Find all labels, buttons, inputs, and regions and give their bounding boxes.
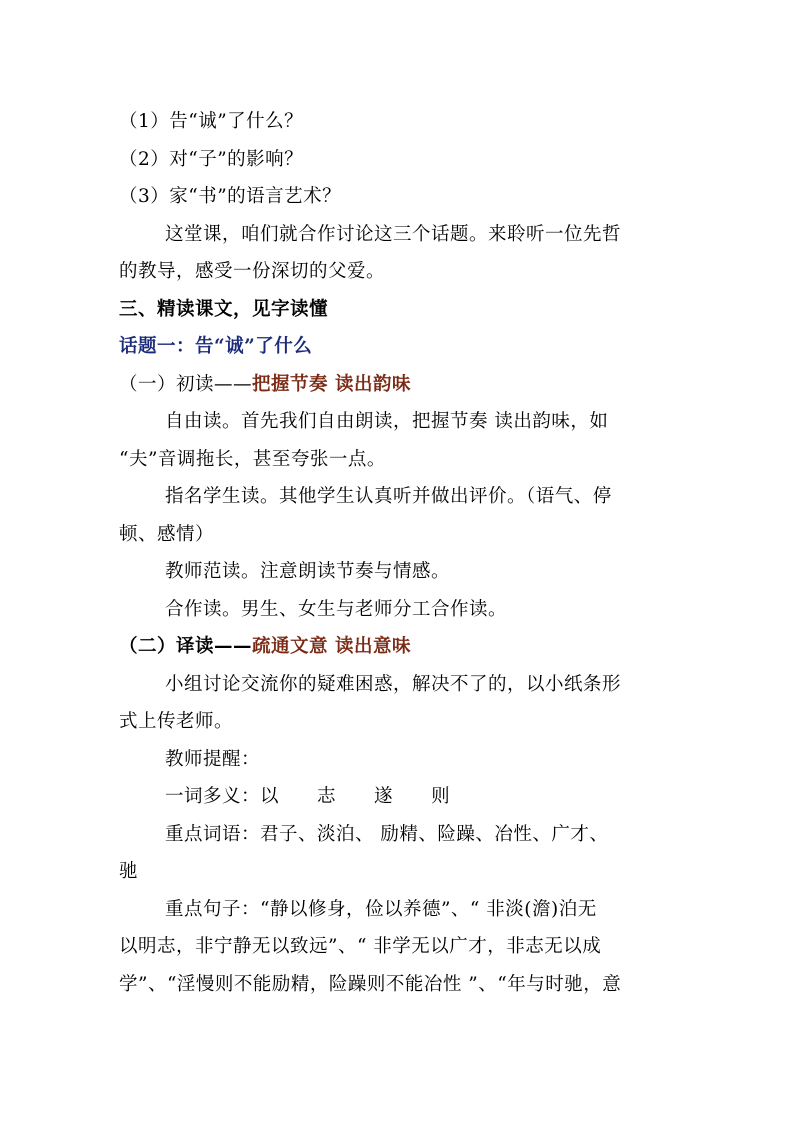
teacher-tip-line: 教师提醒：: [165, 748, 261, 770]
topic-heading-1: 话题一：告“诚”了什么: [119, 336, 313, 357]
intro-paragraph-line-1: 这堂课，咱们就合作讨论这三个话题。来聆听一位先哲: [165, 223, 622, 245]
document-body: [119, 103, 675, 1003]
key-sentences-line-1: 重点句子：“静以修身，俭以养德”、“ 非淡(澹)泊无: [165, 898, 597, 920]
step-2-prefix: （二）译读——: [119, 636, 253, 657]
polysemy-line: [119, 778, 675, 816]
discuss-line-2: 式上传老师。: [119, 711, 234, 732]
section-heading-3: 三、精读课文，见字读懂: [119, 298, 329, 320]
free-read-line-2: “夫”音调拖长，甚至夸张一点。: [119, 448, 386, 470]
teacher-read-line: 教师范读。注意朗读节奏与情感。: [165, 561, 451, 582]
polysemy-label: 一词多义：: [165, 786, 261, 807]
step-1-title: 把握节奏 读出韵味: [252, 373, 411, 395]
free-read-line-1: 自由读。首先我们自由朗读，把握节奏 读出韵味，如: [165, 411, 609, 432]
key-words-line-2: 驰: [119, 861, 139, 882]
key-words-line-1: 重点词语：君子、淡泊、 励精、险躁、冶性、广才、: [165, 823, 609, 845]
step-heading-2: [119, 628, 675, 666]
polysemy-word: 志: [317, 786, 337, 807]
step-2-title: 疏通文意 读出意味: [252, 636, 411, 657]
question-3: （3）家“书”的语言艺术？: [119, 186, 342, 207]
student-read-line-2: 顿、感情）: [119, 523, 215, 545]
question-1: （1）告“诚”了什么？: [119, 111, 304, 132]
step-heading-1: [119, 366, 675, 404]
key-sentences-line-3: 学”、“淫慢则不能励精，险躁则不能冶性 ”、“年与时驰，意: [119, 973, 622, 995]
discuss-line-1: 小组讨论交流你的疑难困惑，解决不了的，以小纸条形: [165, 673, 622, 695]
question-2: （2）对“子”的影响？: [119, 148, 304, 170]
key-sentences-line-2: 以明志，非宁静无以致远”、“ 非学无以广才，非志无以成: [119, 936, 602, 957]
polysemy-word: 以: [260, 786, 280, 807]
polysemy-word: 遂: [374, 786, 394, 807]
intro-paragraph-line-2: 的教导，感受一份深切的父爱。: [119, 261, 386, 282]
group-read-line: 合作读。男生、女生与老师分工合作读。: [165, 598, 508, 620]
student-read-line-1: 指名学生读。其他学生认真听并做出评价。（语气、停: [165, 486, 612, 507]
step-1-prefix: （一）初读——: [119, 373, 253, 395]
polysemy-word: 则: [431, 786, 451, 807]
